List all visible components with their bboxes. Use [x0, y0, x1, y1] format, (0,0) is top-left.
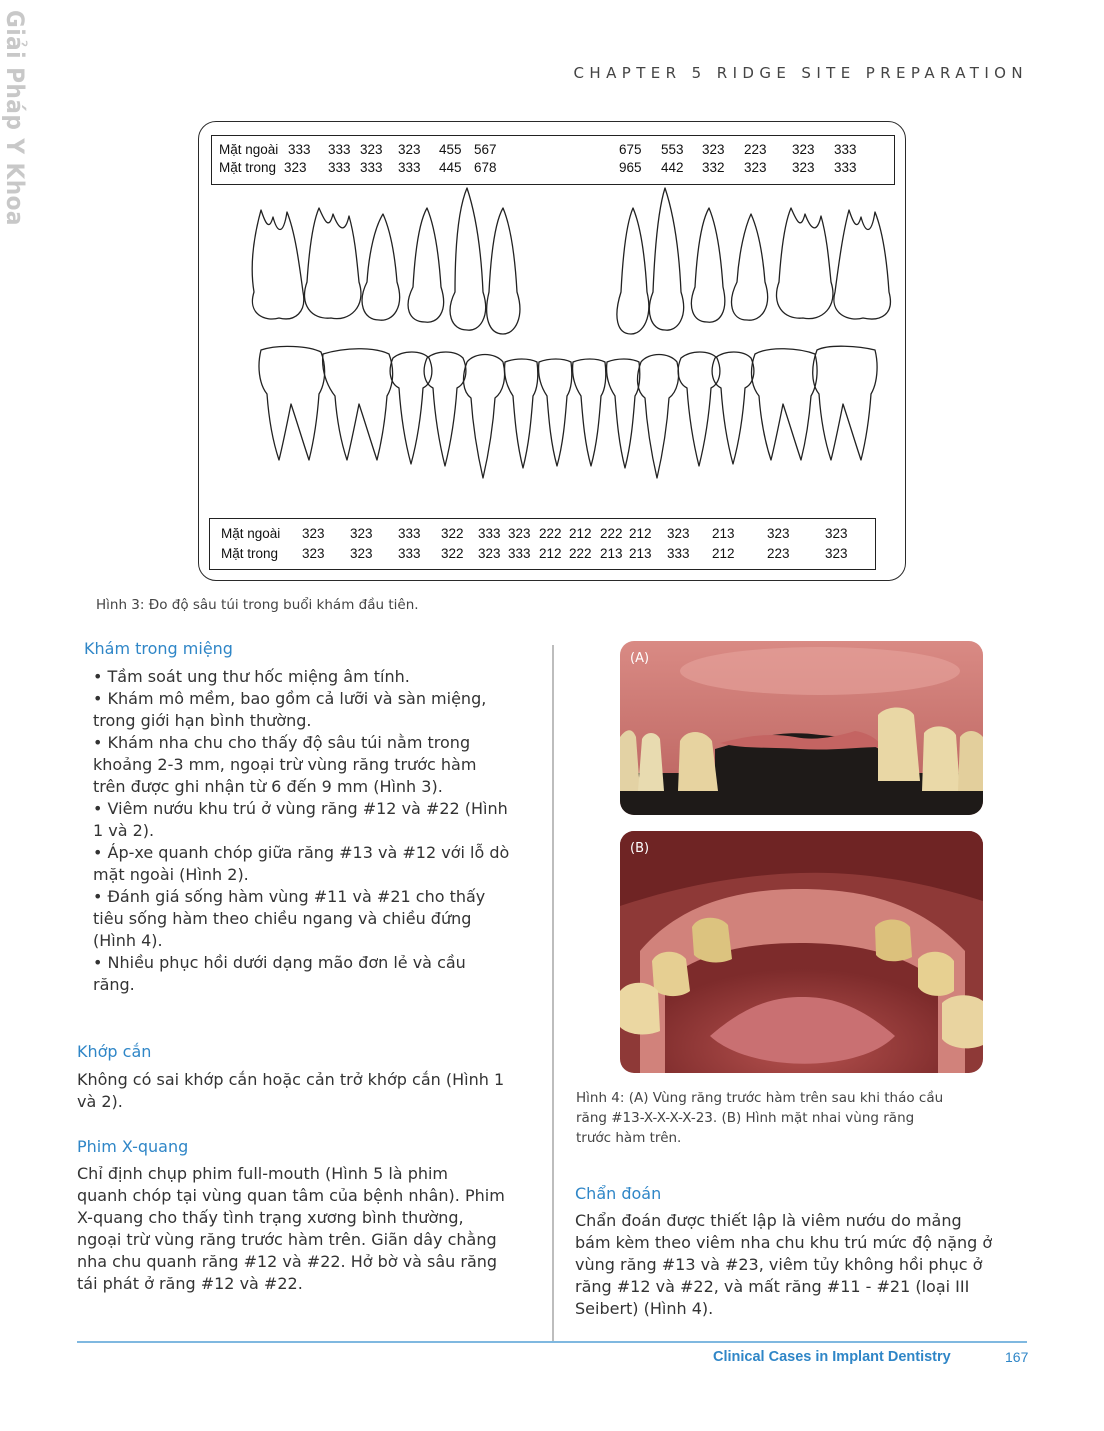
tooth-upper-molar	[834, 210, 891, 319]
pocket-value: 213	[600, 546, 623, 561]
text-line: • Khám mô mềm, bao gồm cả lưỡi và sàn miệng,	[93, 689, 487, 708]
pocket-value: 333	[398, 160, 421, 175]
text-line: và 2).	[77, 1092, 123, 1111]
tooth-lower-premolar	[390, 352, 432, 464]
tooth-upper-premolar	[408, 208, 443, 322]
pocket-value: 323	[360, 142, 383, 157]
pocket-value: 675	[619, 142, 642, 157]
text-line: bám kèm theo viêm nha chu khu trú mức độ nặng ở	[575, 1233, 993, 1252]
tooth-lower-molar	[323, 349, 393, 460]
text-line: • Nhiều phục hồi dưới dạng mão đơn lẻ và cầu	[93, 953, 466, 972]
pocket-value: 323	[825, 526, 848, 541]
text-line: quanh chóp tại vùng quan tâm của bệnh nhân). Phim	[77, 1186, 505, 1205]
pocket-value: 212	[629, 526, 652, 541]
teeth-diagram	[199, 122, 905, 580]
pocket-value: 212	[569, 526, 592, 541]
text-line: Chẩn đoán được thiết lập là viêm nướu do mảng	[575, 1211, 962, 1230]
tooth-upper-molar	[776, 208, 832, 319]
pocket-value: 223	[767, 546, 790, 561]
pocket-value: 213	[712, 526, 735, 541]
text-line: trong giới hạn bình thường.	[93, 711, 312, 730]
tooth-lower-incisor	[505, 359, 538, 468]
watermark-text: Giải Pháp Y Khoa	[1, 10, 29, 226]
pocket-value: 323	[767, 526, 790, 541]
pocket-value: 567	[474, 142, 497, 157]
oral-exam-title: Khám trong miệng	[84, 639, 233, 658]
pocket-value: 212	[539, 546, 562, 561]
photo-a-label: (A)	[630, 651, 650, 666]
upper-pocket-table	[211, 135, 895, 185]
occlusion-title: Khớp cắn	[77, 1042, 152, 1061]
pocket-value: 323	[302, 546, 325, 561]
pocket-value: 323	[350, 546, 373, 561]
tooth-lower-molar	[813, 346, 877, 460]
tooth-lower-incisor	[573, 359, 606, 466]
tooth-upper-premolar	[691, 208, 724, 322]
text-line: ngoại trừ vùng răng trước hàm trên. Giãn dây chằng	[77, 1230, 497, 1249]
photo-a-image	[620, 641, 983, 815]
pocket-value: 323	[744, 160, 767, 175]
tooth-upper-molar	[252, 210, 304, 319]
running-head: CHAPTER 5 RIDGE SITE PREPARATION	[573, 64, 1028, 82]
pocket-value: 333	[478, 526, 501, 541]
watermark	[0, 10, 32, 226]
pocket-value: 323	[350, 526, 373, 541]
pocket-value: 965	[619, 160, 642, 175]
photo-b-label: (B)	[630, 841, 650, 856]
text-line: trên được ghi nhận từ 6 đến 9 mm (Hình 3).	[93, 777, 443, 796]
pocket-value: 222	[539, 526, 562, 541]
text-line: răng.	[93, 975, 135, 994]
pocket-value: 323	[478, 546, 501, 561]
photo-a-anterior-maxilla	[620, 641, 983, 815]
photo-b-image	[620, 831, 983, 1073]
text-line: (Hình 4).	[93, 931, 163, 950]
figure-3-caption: Hình 3: Đo độ sâu túi trong buổi khám đầu tiên.	[96, 597, 419, 613]
text-line: vùng răng #13 và #23, viêm tủy không hồi phục ở	[575, 1255, 983, 1274]
tooth-lower-molar	[259, 346, 325, 460]
text-line: Hình 4: (A) Vùng răng trước hàm trên sau khi tháo cầu	[576, 1090, 944, 1106]
pocket-value: 323	[667, 526, 690, 541]
tooth-upper-incisor	[487, 208, 520, 334]
pocket-value: 333	[508, 546, 531, 561]
tooth-upper-premolar	[362, 214, 399, 320]
row-label: Mặt ngoài	[219, 142, 279, 157]
pocket-value: 323	[508, 526, 531, 541]
pocket-value: 212	[712, 546, 735, 561]
pocket-value: 333	[834, 160, 857, 175]
occlusion-body	[77, 1069, 537, 1113]
text-line: tái phát ở răng #12 và #22.	[77, 1274, 303, 1293]
pocket-value: 323	[792, 160, 815, 175]
text-line: Seibert) (Hình 4).	[575, 1299, 714, 1318]
lower-pocket-table	[209, 518, 876, 570]
periodontal-chart	[198, 121, 906, 581]
pocket-value: 323	[398, 142, 421, 157]
text-line: răng #13-X-X-X-X-23. (B) Hình mặt nhai vùng răng	[576, 1110, 915, 1126]
text-line: trước hàm trên.	[576, 1130, 682, 1146]
page-number: 167	[1005, 1349, 1029, 1365]
tooth-lower-incisor	[539, 359, 572, 466]
pocket-value: 678	[474, 160, 497, 175]
pocket-value: 332	[702, 160, 725, 175]
text-line: • Tầm soát ung thư hốc miệng âm tính.	[93, 667, 410, 686]
tooth-upper-premolar	[732, 214, 768, 320]
tooth-lower-canine	[638, 355, 679, 479]
pocket-value: 213	[629, 546, 652, 561]
tooth-upper-canine	[450, 188, 485, 330]
oral-exam-body	[93, 666, 533, 996]
pocket-value: 323	[825, 546, 848, 561]
text-line: mặt ngoài (Hình 2).	[93, 865, 249, 884]
text-line: 1 và 2).	[93, 821, 155, 840]
pocket-value: 323	[702, 142, 725, 157]
figure-4-caption	[576, 1088, 996, 1148]
text-line: khoảng 2-3 mm, ngoại trừ vùng răng trước hàm	[93, 755, 477, 774]
row-label: Mặt ngoài	[221, 526, 281, 541]
tooth-lower-premolar	[712, 352, 754, 464]
pocket-value: 333	[328, 160, 351, 175]
text-line: tiêu sống hàm theo chiều ngang và chiều đứng	[93, 909, 472, 928]
tooth-upper-molar	[304, 208, 360, 319]
pocket-value: 322	[441, 546, 464, 561]
text-line: Không có sai khớp cắn hoặc cản trở khớp cắn (Hình 1	[77, 1070, 505, 1089]
tooth-lower-incisor	[607, 359, 640, 468]
xray-body	[77, 1163, 537, 1295]
xray-title: Phim X-quang	[77, 1137, 189, 1156]
tooth-lower-canine	[464, 355, 505, 479]
text-line: • Khám nha chu cho thấy độ sâu túi nằm trong	[93, 733, 471, 752]
tooth-upper-canine	[649, 188, 683, 330]
row-label: Mặt trong	[219, 160, 277, 175]
pocket-value: 323	[284, 160, 307, 175]
text-line: nha chu quanh răng #12 và #22. Hở bờ và sâu răng	[77, 1252, 498, 1271]
tooth-lower-premolar	[678, 352, 720, 466]
pocket-value: 323	[302, 526, 325, 541]
column-divider	[552, 645, 554, 1341]
diagnosis-body	[575, 1210, 1015, 1320]
pocket-value: 222	[600, 526, 623, 541]
pocket-value: 223	[744, 142, 767, 157]
pocket-value: 333	[328, 142, 351, 157]
text-line: • Áp-xe quanh chóp giữa răng #13 và #12 với lỗ dò	[93, 843, 510, 862]
pocket-value: 322	[441, 526, 464, 541]
text-line: Chỉ định chụp phim full-mouth (Hình 5 là phim	[77, 1164, 449, 1183]
pocket-value: 333	[360, 160, 383, 175]
pocket-value: 222	[569, 546, 592, 561]
text-line: X-quang cho thấy tình trạng xương bình thường,	[77, 1208, 464, 1227]
footer-rule	[77, 1341, 1027, 1343]
text-line: răng #12 và #22, và mất răng #11 - #21 (loại III	[575, 1277, 970, 1296]
diagnosis-title: Chẩn đoán	[575, 1184, 662, 1203]
row-label: Mặt trong	[221, 546, 279, 561]
pocket-value: 333	[398, 546, 421, 561]
pocket-value: 455	[439, 142, 462, 157]
pocket-value: 333	[288, 142, 311, 157]
pocket-value: 445	[439, 160, 462, 175]
footer-book-title: Clinical Cases in Implant Dentistry	[713, 1349, 951, 1365]
tooth-lower-premolar	[424, 352, 466, 466]
tooth-lower-molar	[752, 349, 818, 460]
tooth-upper-incisor	[617, 208, 649, 334]
pocket-value: 323	[792, 142, 815, 157]
pocket-value: 333	[834, 142, 857, 157]
pocket-value: 333	[398, 526, 421, 541]
pocket-value: 333	[667, 546, 690, 561]
pocket-value: 442	[661, 160, 684, 175]
photo-b-occlusal-view	[620, 831, 983, 1073]
text-line: • Viêm nướu khu trú ở vùng răng #12 và #22 (Hình	[93, 799, 508, 818]
pocket-value: 553	[661, 142, 684, 157]
text-line: • Đánh giá sống hàm vùng #11 và #21 cho thấy	[93, 887, 486, 906]
